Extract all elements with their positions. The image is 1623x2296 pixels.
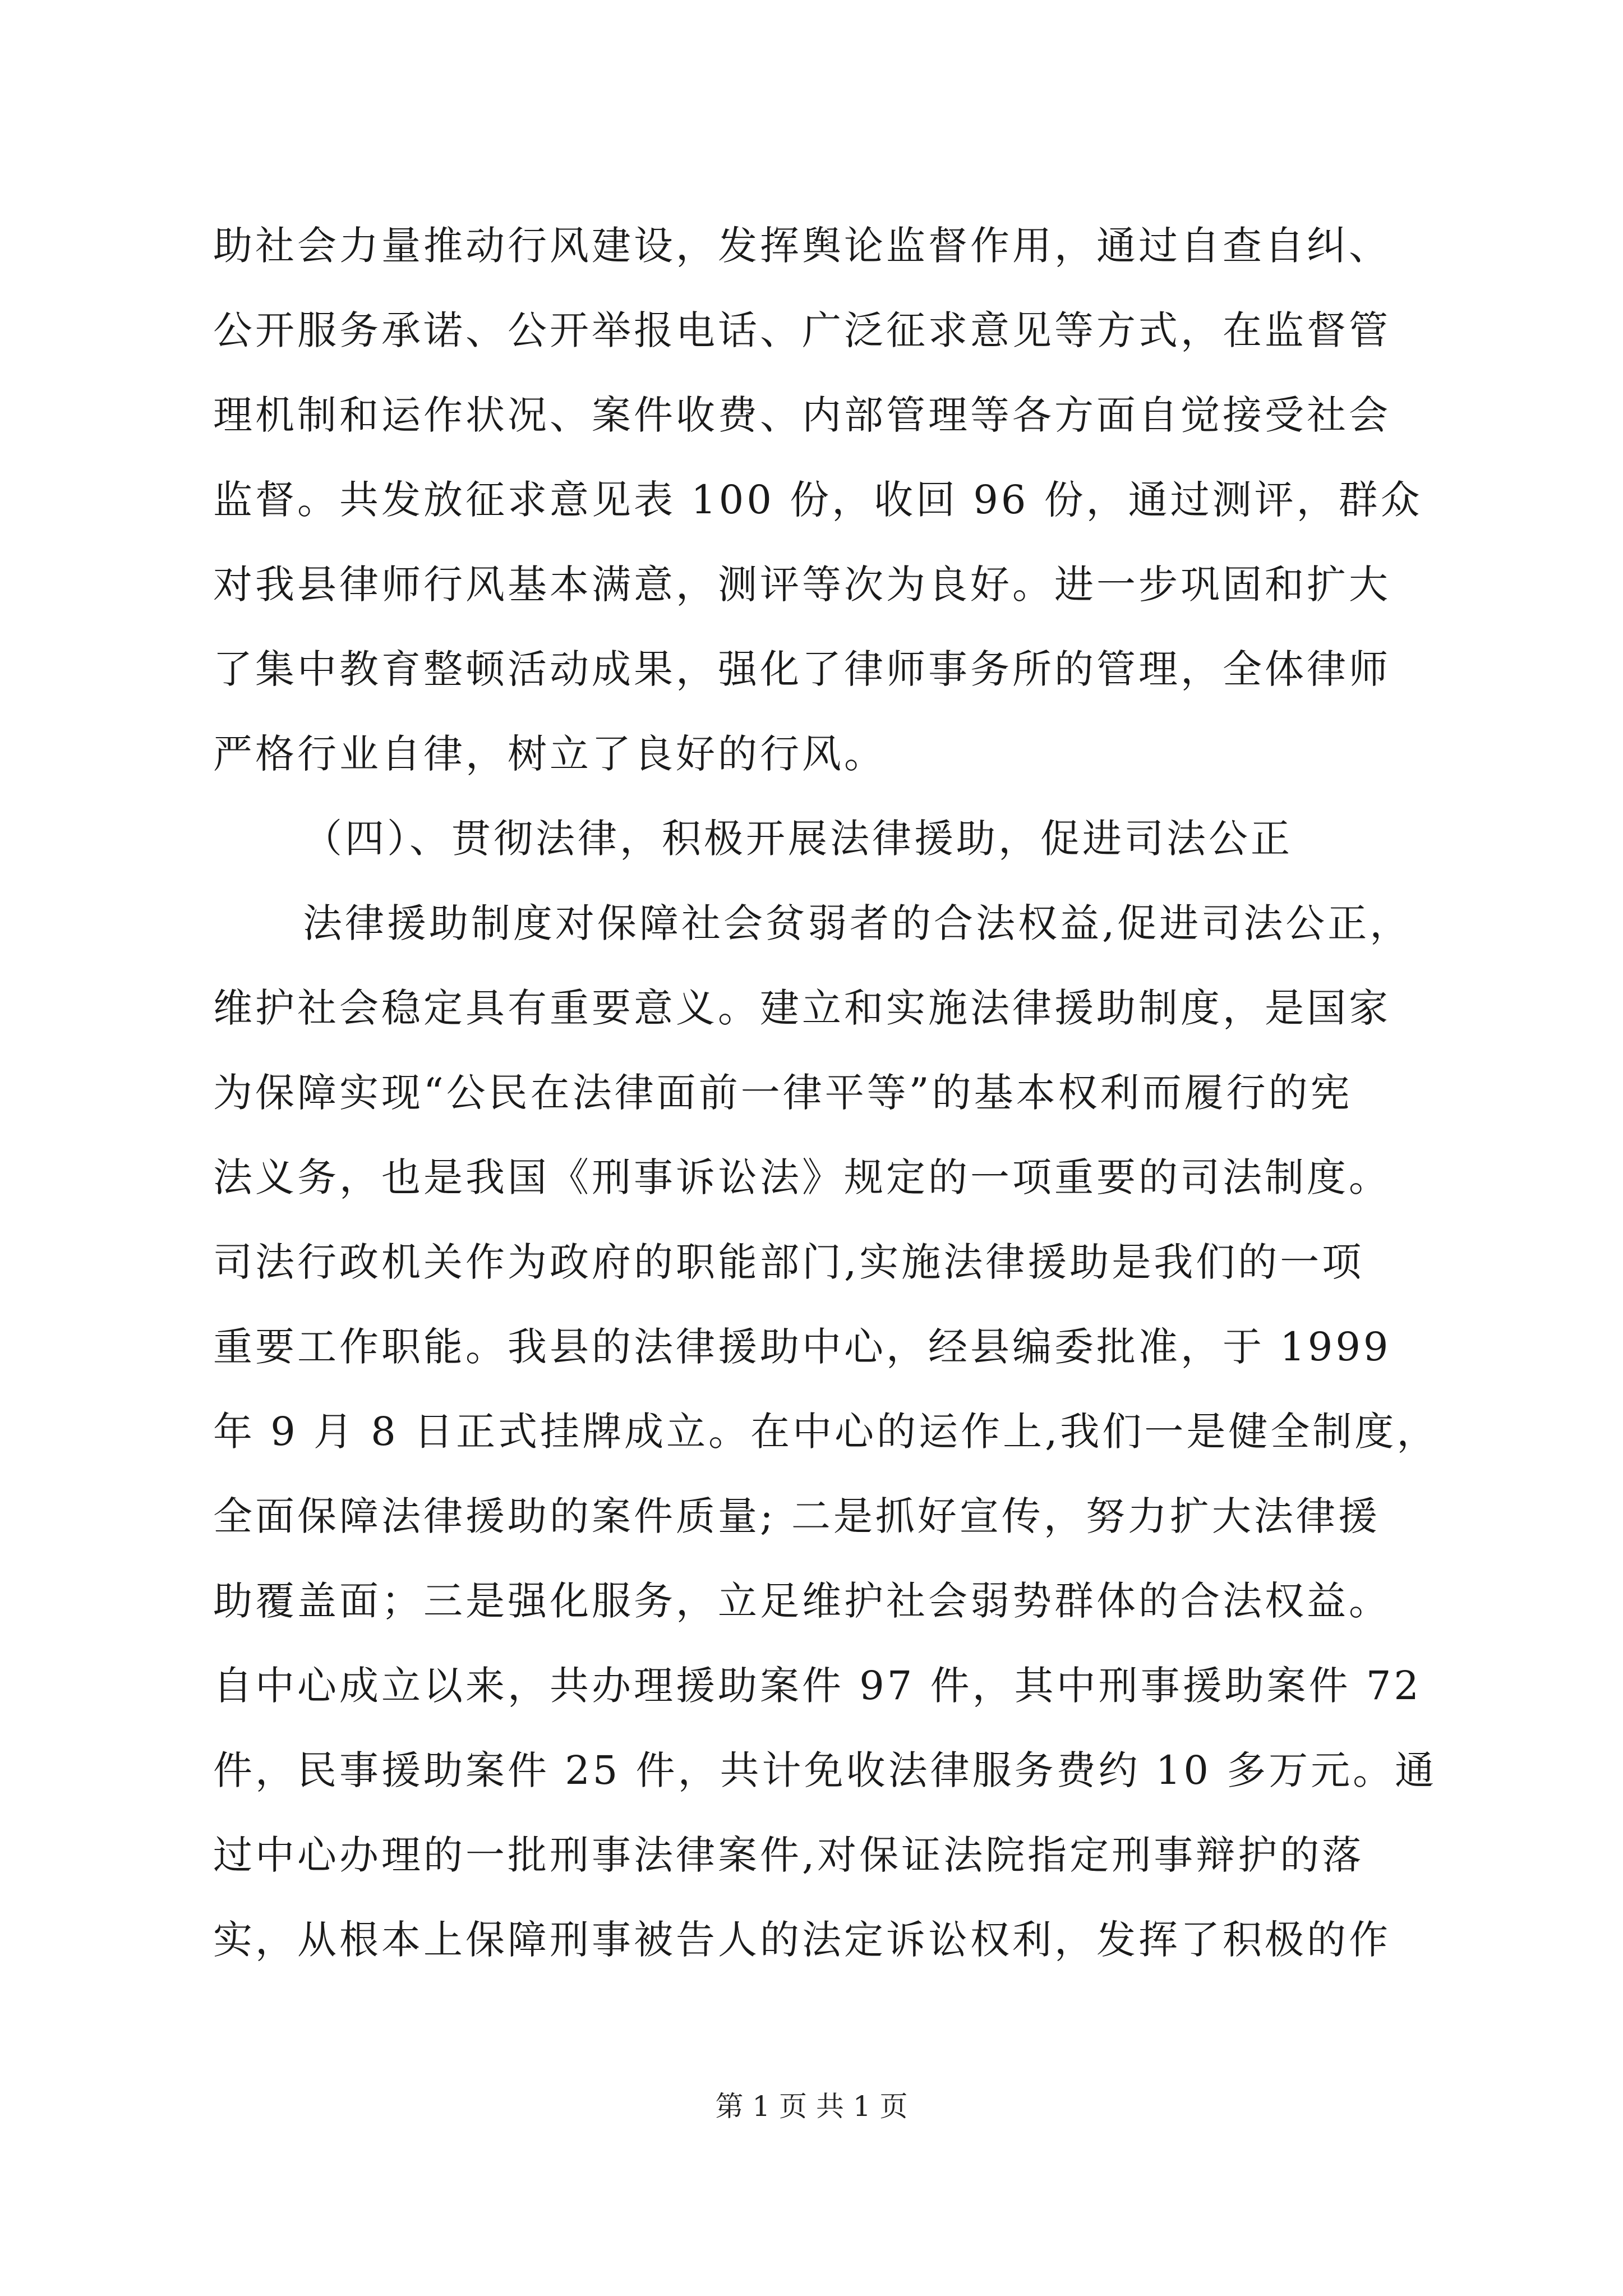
text-line: 年 9 月 8 日正式挂牌成立。在中心的运作上,我们一是健全制度， bbox=[213, 1409, 1439, 1455]
text-line: 全面保障法律援助的案件质量; 二是抓好宣传，努力扩大法律援 bbox=[213, 1493, 1380, 1539]
page-footer: 第 1 页 共 1 页 bbox=[715, 2090, 908, 2123]
text-line: 理机制和运作状况、案件收费、内部管理等各方面自觉接受社会 bbox=[213, 392, 1391, 438]
text-line: 法义务，也是我国《刑事诉讼法》规定的一项重要的司法制度。 bbox=[213, 1154, 1391, 1200]
text-line: 公开服务承诺、公开举报电话、广泛征求意见等方式，在监督管 bbox=[213, 307, 1391, 353]
text-line: 监督。共发放征求意见表 100 份，收回 96 份，通过测评，群众 bbox=[213, 477, 1423, 523]
text-line: 重要工作职能。我县的法律援助中心，经县编委批准，于 1999 bbox=[213, 1324, 1391, 1370]
text-line: 件，民事援助案件 25 件，共计免收法律服务费约 10 多万元。通 bbox=[213, 1747, 1437, 1793]
text-line: 自中心成立以来，共办理援助案件 97 件，其中刑事援助案件 72 bbox=[213, 1663, 1422, 1709]
text-line: 法律援助制度对保障社会贫弱者的合法权益,促进司法公正， bbox=[303, 900, 1412, 946]
text-line: 助覆盖面；三是强化服务，立足维护社会弱势群体的合法权益。 bbox=[213, 1578, 1391, 1624]
text-line: 维护社会稳定具有重要意义。建立和实施法律援助制度，是国家 bbox=[213, 985, 1391, 1031]
text-line: 严格行业自律，树立了良好的行风。 bbox=[213, 731, 886, 777]
text-line: 了集中教育整顿活动成果，强化了律师事务所的管理，全体律师 bbox=[213, 646, 1391, 692]
text-line: 实，从根本上保障刑事被告人的法定诉讼权利，发挥了积极的作 bbox=[213, 1917, 1391, 1963]
text-line: 司法行政机关作为政府的职能部门,实施法律援助是我们的一项 bbox=[213, 1239, 1364, 1285]
text-line: 对我县律师行风基本满意，测评等次为良好。进一步巩固和扩大 bbox=[213, 562, 1391, 608]
text-line: 过中心办理的一批刑事法律案件,对保证法院指定刑事辩护的落 bbox=[213, 1832, 1364, 1878]
text-line: 助社会力量推动行风建设，发挥舆论监督作用，通过自查自纠、 bbox=[213, 223, 1391, 269]
text-line: 为保障实现“公民在法律面前一律平等”的基本权利而履行的宪 bbox=[213, 1070, 1353, 1116]
section-heading: （四）、贯彻法律，积极开展法律援助，促进司法公正 bbox=[303, 816, 1293, 862]
